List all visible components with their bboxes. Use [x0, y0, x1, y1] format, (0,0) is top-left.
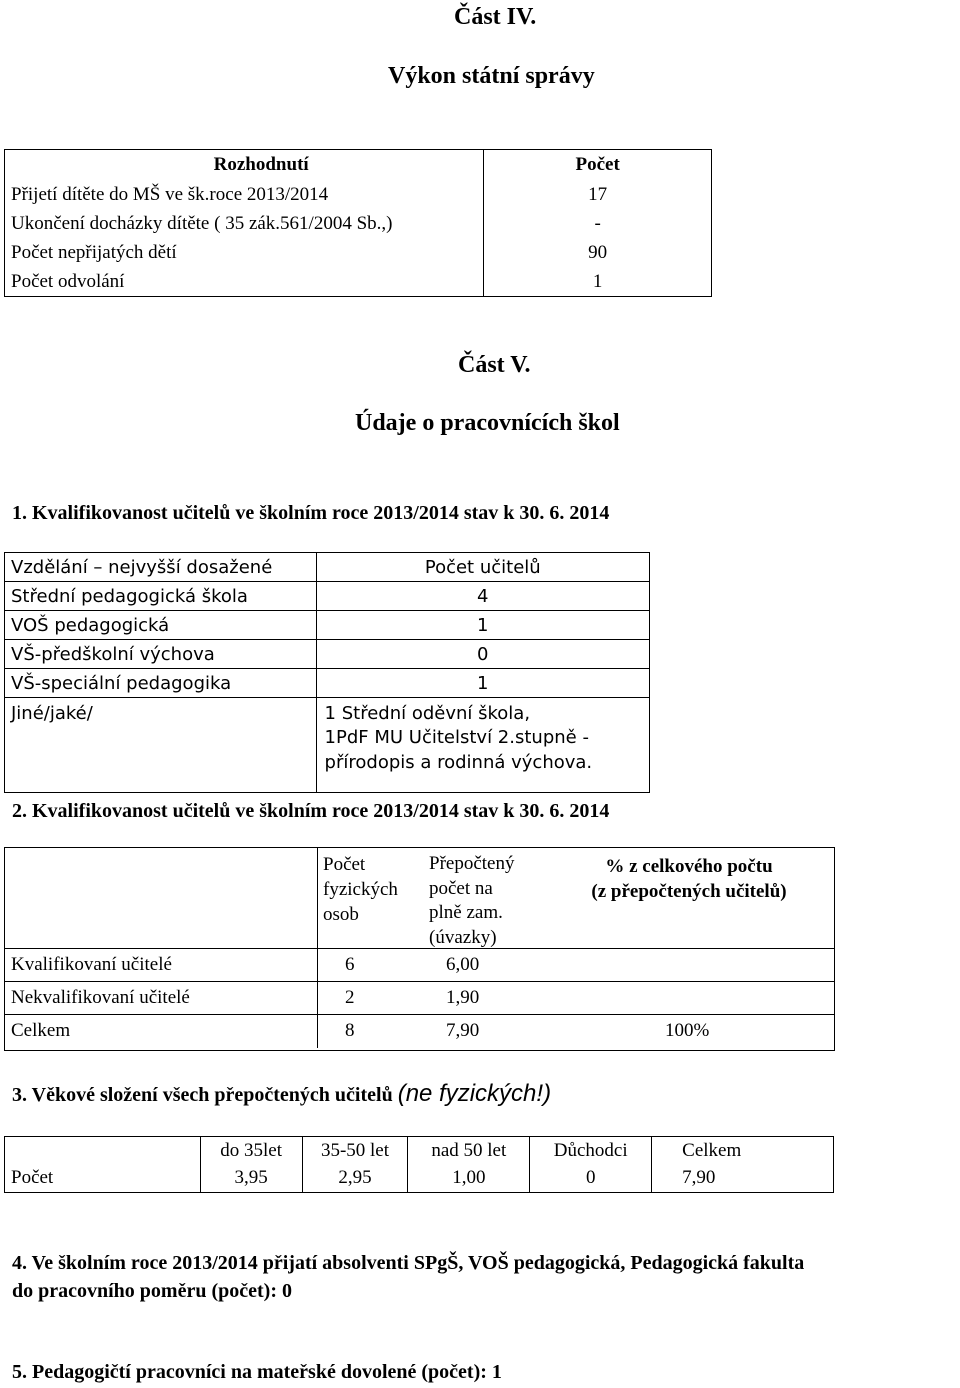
other-value-line: 1PdF MU Učitelství 2.stupně - [324, 727, 589, 749]
table-row [5, 180, 712, 209]
header-fte-line: (úvazky) [429, 926, 497, 948]
part4-subheading: Výkon státní správy [388, 63, 595, 89]
header-blank [5, 1137, 201, 1165]
table-row [5, 209, 712, 238]
row-value: 90 [484, 238, 712, 267]
table-row [5, 267, 712, 297]
other-label: Jiné/jaké/ [5, 698, 317, 793]
row-fte: 7,90 [446, 1020, 480, 1041]
header-decision: Rozhodnutí [5, 150, 484, 181]
header-blank [5, 848, 317, 947]
table-row [5, 669, 650, 698]
decisions-table [4, 149, 712, 297]
header-fte-line: plně zam. [429, 902, 503, 923]
header-persons-line: Počet [323, 854, 366, 875]
row-value: 1,00 [408, 1164, 530, 1193]
section5-text: 5. Pedagogičtí pracovníci na mateřské dovolené (počet): 1 [12, 1361, 502, 1383]
table-row [5, 1014, 834, 1049]
section3-title [12, 1080, 551, 1108]
section2-title: 2. Kvalifikovanost učitelů ve školním roce 2013/2014 stav k 30. 6. 2014 [12, 800, 610, 822]
table-row [5, 640, 650, 669]
row-label: VOŠ pedagogická [5, 611, 317, 640]
row-persons: 2 [345, 987, 355, 1008]
header-fte-line: Přepočtený [429, 853, 515, 874]
table-header-row [5, 553, 650, 582]
row-persons: 8 [345, 1020, 355, 1041]
table-row [5, 611, 650, 640]
row-value: 4 [316, 582, 649, 611]
table-header-row [5, 150, 712, 181]
header-education: Vzdělání – nejvyšší dosažené [5, 553, 317, 582]
header-age: Důchodci [530, 1137, 652, 1165]
row-label: Nekvalifikovaní učitelé [11, 987, 190, 1008]
row-value: 3,95 [200, 1164, 302, 1193]
header-percent [545, 854, 833, 904]
header-persons-line: fyzických [323, 879, 398, 900]
table-row [5, 948, 834, 982]
row-label: Kvalifikovaní učitelé [11, 954, 172, 975]
row-persons: 6 [345, 954, 355, 975]
row-label: Střední pedagogická škola [5, 582, 317, 611]
table-header-row [5, 1137, 834, 1165]
part4-heading: Část IV. [454, 4, 537, 30]
row-label: VŠ-předškolní výchova [5, 640, 317, 669]
row-value: 1 [316, 611, 649, 640]
other-value [316, 698, 649, 793]
header-age: nad 50 let [408, 1137, 530, 1165]
other-value-line: 1 Střední oděvní škola, [324, 703, 531, 724]
row-value: 1 [484, 267, 712, 297]
row-fte: 6,00 [446, 954, 480, 975]
header-persons-line: osob [323, 904, 359, 925]
header-fte [429, 852, 514, 950]
row-label: Počet odvolání [5, 267, 484, 297]
header-age: 35-50 let [302, 1137, 408, 1165]
section1-title: 1. Kvalifikovanost učitelů ve školním roce 2013/2014 stav k 30. 6. 2014 [12, 502, 610, 524]
staff-table [4, 847, 835, 1051]
header-teacher-count: Počet učitelů [316, 553, 649, 582]
row-label: VŠ-speciální pedagogika [5, 669, 317, 698]
age-table [4, 1136, 834, 1193]
table-row [5, 238, 712, 267]
part5-subheading: Údaje o pracovnících škol [355, 410, 620, 436]
row-value: 0 [530, 1164, 652, 1193]
part5-heading: Část V. [458, 352, 531, 378]
section4-line1: 4. Ve školním roce 2013/2014 přijatí absolventi SPgŠ, VOŠ pedagogická, Pedagogická fakulta [12, 1252, 805, 1274]
row-value: 2,95 [302, 1164, 408, 1193]
row-label: Celkem [11, 1020, 71, 1041]
section3-title-note: (ne fyzických!) [397, 1080, 552, 1107]
section4-line2: do pracovního poměru (počet): 0 [12, 1280, 292, 1302]
row-value: 0 [316, 640, 649, 669]
section3-title-text: 3. Věkové složení všech přepočtených učitelů [12, 1084, 393, 1106]
header-count: Počet [484, 150, 712, 181]
other-value-line: přírodopis a rodinná výchova. [324, 751, 593, 773]
row-label: Počet [5, 1164, 201, 1193]
header-age: do 35let [200, 1137, 302, 1165]
header-age: Celkem [652, 1137, 834, 1165]
header-persons [323, 852, 398, 927]
qualification-table [4, 552, 650, 793]
header-fte-line: počet na [429, 877, 493, 899]
header-percent-line: % z celkového počtu [605, 856, 773, 877]
row-value: - [484, 209, 712, 238]
table-row [5, 582, 650, 611]
table-row [5, 698, 650, 793]
row-fte: 1,90 [446, 987, 480, 1008]
row-label: Ukončení docházky dítěte ( 35 zák.561/2004 Sb.,) [5, 209, 484, 238]
row-value: 17 [484, 180, 712, 209]
row-value: 1 [316, 669, 649, 698]
row-label: Počet nepřijatých dětí [5, 238, 484, 267]
table-row [5, 981, 834, 1015]
row-percent: 100% [665, 1020, 710, 1041]
table-row [5, 1164, 834, 1193]
row-label: Přijetí dítěte do MŠ ve šk.roce 2013/2014 [5, 180, 484, 209]
header-percent-line: (z přepočtených učitelů) [591, 881, 787, 902]
row-value: 7,90 [652, 1164, 834, 1193]
